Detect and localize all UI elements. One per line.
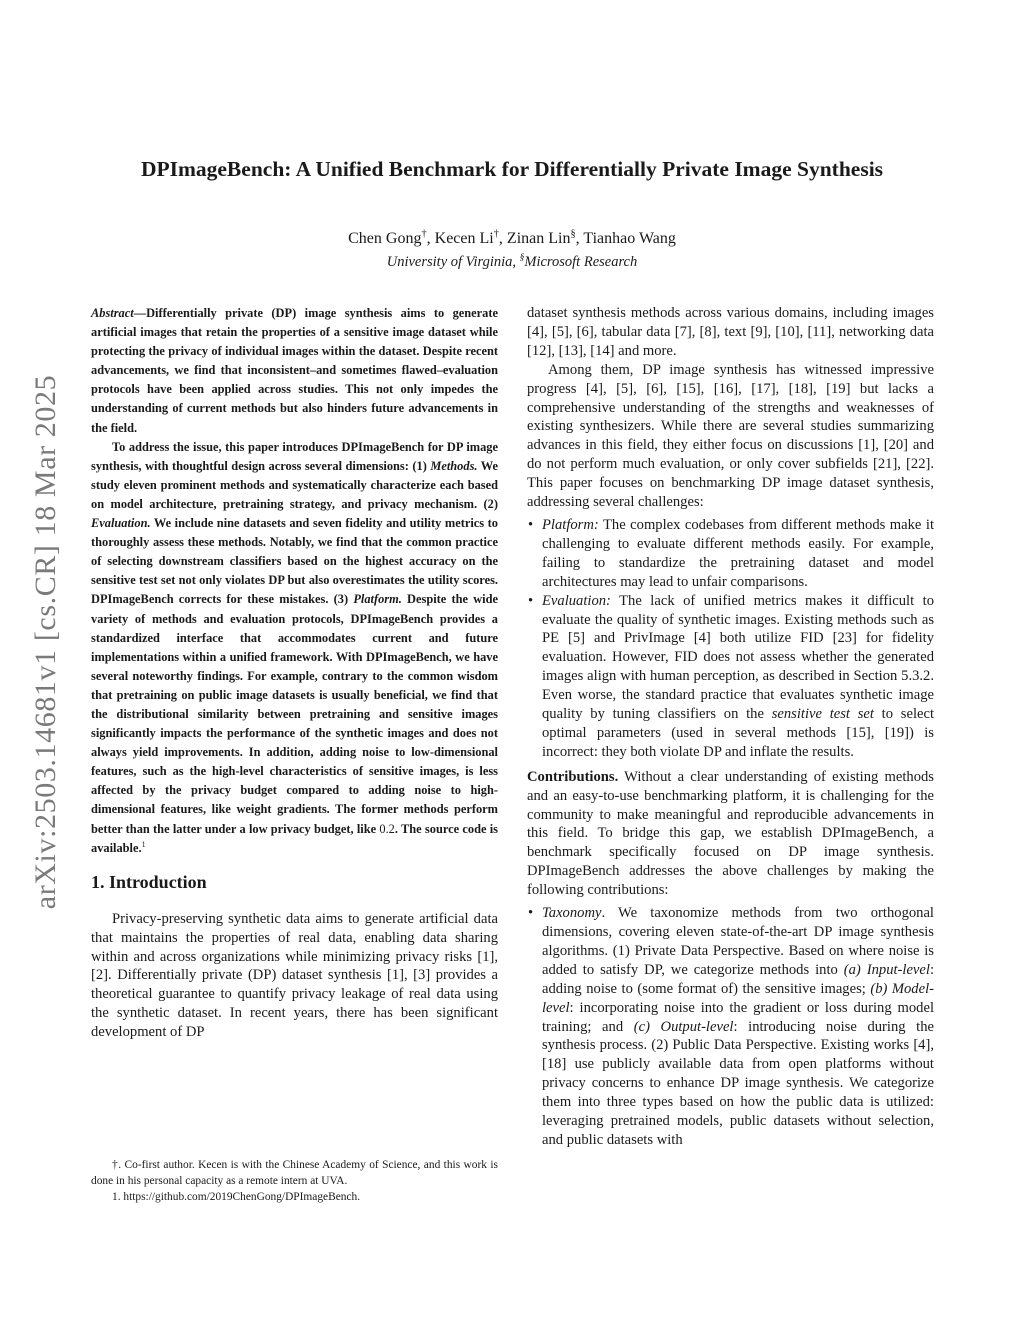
abstract-paragraph — [91, 304, 498, 438]
footnote-rule — [91, 1150, 211, 1151]
list-text: . We taxonomize methods from two orthogonal dimensions, covering eleven state-of-the-art DP image synthesis algorithms. (1) Private Data Perspective. Based on where noise is added to satisfy DP, we categorize methods into — [542, 905, 934, 978]
abstract-number: 0.2 — [379, 821, 395, 836]
abstract-emph: Methods. — [430, 458, 478, 473]
list-text: : incorporating noise into the gradient or loss during model training; and — [542, 999, 934, 1035]
list-emph: sensitive test set — [771, 706, 874, 723]
left-column — [91, 304, 498, 1042]
bullet-icon: • — [528, 516, 534, 533]
footnotes — [91, 1157, 498, 1205]
author-mark: † — [493, 228, 499, 240]
affiliation-mark: § — [519, 253, 525, 264]
author-name: Tianhao Wang — [583, 230, 676, 247]
section-heading: 1. Introduction — [91, 871, 207, 892]
contribution-list — [527, 904, 934, 1150]
footnote: 1. https://github.com/2019ChenGong/DPImageBench. — [112, 1191, 361, 1203]
author-name: Chen Gong — [348, 230, 422, 247]
author-separator: , — [575, 230, 584, 247]
author-name: Kecen Li — [434, 230, 494, 247]
abstract-text: We study eleven prominent methods and systematically characterize each based on model architecture, pretraining strategy, and privacy mechanism. (2) — [91, 458, 498, 511]
author-list — [80, 230, 944, 248]
contributions-text: Without a clear understanding of existing methods and an easy-to-use benchmarking platform, it is challenging for the community to make meaningful and reproducible advancements in this field. To bridge this gap, we establish DPImageBench, a benchmark specifically focused on DP image synthesis. DPImageBench addresses the above challenges by making the following contributions: — [527, 768, 934, 899]
author-mark: § — [570, 228, 576, 240]
author-name: Zinan Lin — [506, 230, 571, 247]
abstract-text: —Differentially private (DP) image synthesis aims to generate artificial images that retain the properties of a sensitive image dataset while protecting the privacy of individual images within the dataset. Despite recent advancements, we find that inconsistent–and sometimes flawed–evaluation protocols have been applied across studies. This not only impedes the understanding of current methods but also hinders future advancements in the field. — [91, 306, 498, 435]
challenge-list — [527, 516, 934, 762]
abstract — [91, 304, 498, 858]
author-separator: , — [426, 230, 435, 247]
abstract-text: To address the issue, this paper introduces DPImageBench for DP image synthesis, with thoughtful design across several dimensions: (1) — [91, 439, 498, 473]
list-text: : introducing noise during the synthesis process. (2) Public Data Perspective. Existing works [4], [18] use publicly available data from open platforms without privacy concerns to enhance DP image synthesis. We categorize them into three types based on how the public data is utilized: leveraging pretrained models, public datasets without selection, and public datasets with — [542, 1018, 934, 1148]
list-label: Platform: — [542, 516, 599, 533]
paper-title: DPImageBench: A Unified Benchmark for Differentially Private Image Synthesis — [140, 157, 884, 181]
footnote: †. Co-first author. Kecen is with the Chinese Academy of Science, and this work is done in his personal capacity as a remote intern at UVA. — [91, 1159, 498, 1187]
list-text: to select optimal parameters (used in several methods [15], [19]) is incorrect: they both violate DP and inflate the results. — [542, 706, 935, 760]
right-column — [527, 304, 934, 1156]
abstract-text: Despite the wide variety of methods and evaluation protocols, DPImageBench provides a standardized interface that accommodates current and future implementations within a unified framework. With DPImageBench, we have several noteworthy findings. For example, contrary to the common wisdom that pretraining on public image datasets is usually beneficial, we find that the distributional similarity between pretraining and sensitive images significantly impacts the performance of the synthetic images and does not always yield improvements. In addition, adding noise to low-dimensional features, such as the high-level characteristics of sensitive images, is less affected by the privacy budget compared to adding noise to high-dimensional features, like weight gradients. The former methods perform better than the latter under a low privacy budget, like — [91, 592, 498, 836]
list-emph: (c) Output-level — [633, 1018, 734, 1035]
affiliation-1: University of Virginia, — [386, 254, 520, 270]
author-mark: † — [421, 228, 427, 240]
author-separator: , — [498, 230, 507, 247]
bullet-icon: • — [528, 905, 534, 922]
contributions-paragraph — [527, 768, 934, 900]
list-text: The lack of unified metrics makes it difficult to evaluate the quality of synthetic images. Existing methods such as PE [5] and PrivImage [4] both utilize FID [23] for fidelity evaluation. However, FID does not assess whether the generated images align with human perception, as described in Section 5.3.2. Even worse, the standard practice that evaluates synthetic image quality by tuning classifiers on the — [542, 592, 934, 723]
abstract-text: . The source code is available. — [91, 821, 498, 855]
list-emph: (a) Input-level — [843, 961, 930, 978]
list-label: Taxonomy — [542, 905, 602, 922]
contributions-label: Contributions. — [527, 768, 619, 785]
list-text: The complex codebases from different methods make it challenging to evaluate different methods easily. For example, failing to standardize the pretraining dataset and model architectures may lead to unfair comparisons. — [542, 516, 934, 590]
list-item — [527, 592, 934, 762]
list-item — [527, 516, 934, 592]
affiliation-2: Microsoft Research — [524, 254, 638, 270]
abstract-text: We include nine datasets and seven fidelity and utility metrics to thoroughly assess these methods. Notably, we find that the common practice of selecting downstream classifiers based on the highest accuracy on the sensitive test set not only violates DP but also overestimates the utility scores. DPImageBench corrects for these mistakes. (3) — [91, 516, 498, 607]
abstract-emph: Evaluation. — [91, 516, 151, 531]
list-item — [527, 904, 934, 1150]
abstract-label: Abstract — [91, 306, 134, 320]
intro-paragraph: Privacy-preserving synthetic data aims to generate artificial data that maintains the properties of real data, enabling data sharing within and across organizations while minimizing privacy risks [1], [2]. Differentially private (DP) dataset synthesis [1], [3] provides a theoretical guarantee to quantify privacy leakage of real data using the synthetic dataset. In recent years, there has been significant development of DP — [91, 910, 498, 1041]
list-label: Evaluation: — [542, 592, 611, 609]
list-emph: (b) Model-level — [542, 980, 934, 1016]
body-paragraph: dataset synthesis methods across various domains, including images [4], [5], [6], tabular data [7], [8], text [9], [10], [11], networking data [12], [13], [14] and more. — [527, 305, 934, 359]
bullet-icon: • — [528, 592, 534, 609]
abstract-paragraph — [91, 438, 498, 858]
affiliation — [80, 254, 944, 271]
footnote-ref: 1 — [141, 839, 146, 849]
list-text: : adding noise to (some format of) the sensitive images; — [542, 961, 935, 997]
arxiv-id: arXiv:2503.14681v1 [cs.CR] 18 Mar 2025 — [29, 374, 62, 910]
abstract-emph: Platform. — [353, 592, 402, 607]
body-paragraph: Among them, DP image synthesis has witnessed impressive progress [4], [5], [6], [15], [16], [17], [18], [19] but lacks a comprehensive understanding of the strengths and weaknesses of existing synthesizers. While there are several studies summarizing advances in this field, they either focus on discussions [1], [20] and do not perform much evaluation, or only cover subfields [21], [22]. This paper focuses on benchmarking DP image dataset synthesis, addressing several challenges: — [527, 361, 934, 511]
